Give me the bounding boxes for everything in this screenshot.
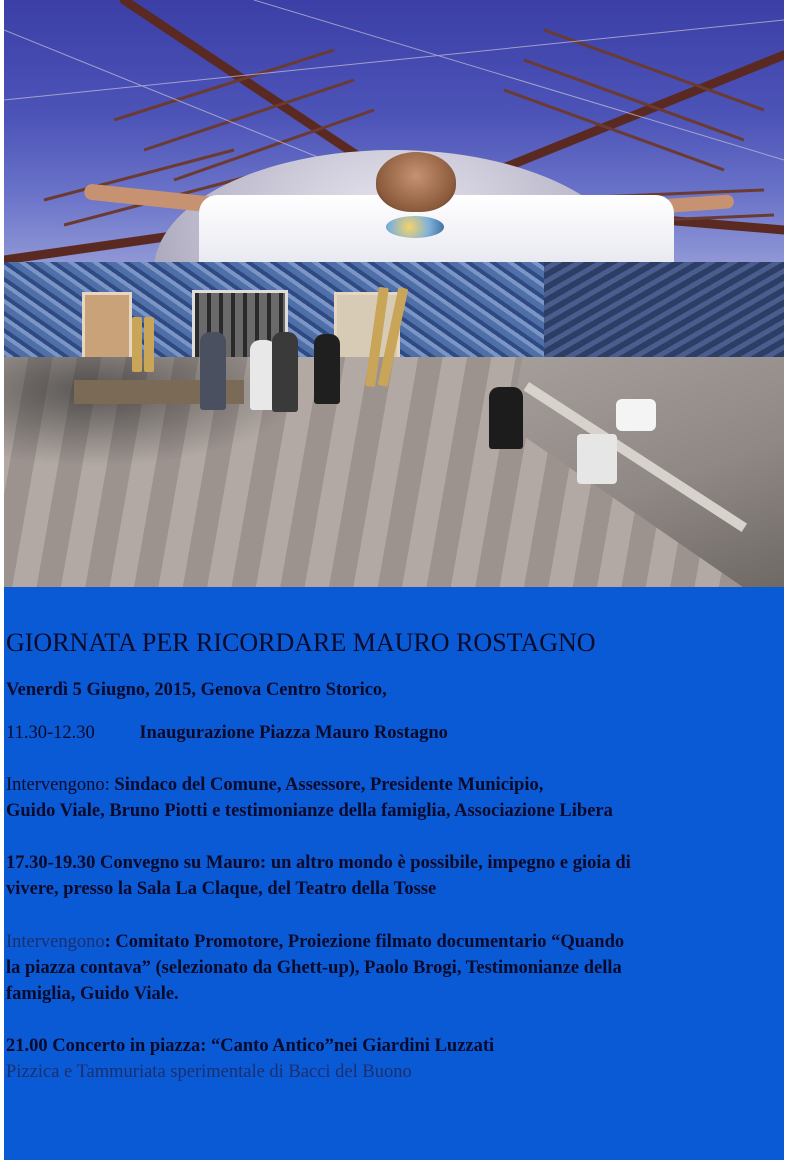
- event-title: GIORNATA PER RICORDARE MAURO ROSTAGNO: [6, 628, 596, 657]
- shirt-logo: [386, 216, 444, 238]
- session1-speakers-label: Intervengono:: [6, 775, 110, 795]
- mosaic-wall-dark: [544, 262, 784, 357]
- event-date-place: Venerdì 5 Giugno, 2015, Genova Centro Storico,: [6, 680, 387, 700]
- session2-speakers-label: Intervengono: [6, 932, 105, 952]
- session2-title-rest: , impegno e gioia di: [478, 853, 631, 873]
- session2-speakers-line1: [6, 932, 624, 953]
- session2-line2: vivere, presso la Sala La Claque, del Teatro della Tosse: [6, 879, 437, 899]
- session3-title: 21.00 Concerto in piazza: “Canto Antico”nei Giardini Luzzati: [6, 1036, 495, 1056]
- session1-speakers-line1: [6, 775, 543, 796]
- session1-speakers-line2: Guido Viale, Bruno Piotti e testimonianze della famiglia, Associazione Libera: [6, 801, 613, 821]
- plank: [144, 317, 154, 372]
- session1-time: 11.30-12.30: [6, 723, 95, 743]
- white-bucket: [616, 399, 656, 431]
- session2-speakers-line2: la piazza contava” (selezionato da Ghett-up), Paolo Brogi, Testimonianze della: [6, 958, 622, 978]
- worker-kneeling: [489, 387, 523, 449]
- square-photo: [4, 262, 784, 587]
- session1-name: Inaugurazione Piazza Mauro Rostagno: [139, 723, 448, 743]
- worker: [272, 332, 298, 412]
- session2-line1: [6, 853, 631, 874]
- session3-subtitle: Pizzica e Tammuriata sperimentale di Bacci del Buono: [6, 1062, 412, 1082]
- cement-bag: [577, 434, 617, 484]
- windmill-photo: [4, 0, 784, 262]
- session2-speakers-line3: famiglia, Guido Viale.: [6, 984, 179, 1004]
- session1-line: [6, 723, 448, 744]
- session2-speakers: : Comitato Promotore, Proiezione filmato documentario “Quando: [104, 932, 625, 952]
- plank: [132, 317, 142, 372]
- worker: [200, 332, 226, 410]
- session1-speakers: Sindaco del Comune, Assessore, Presidente Municipio,: [114, 775, 544, 795]
- door-left: [82, 292, 132, 366]
- man-head: [376, 152, 456, 212]
- session2-time-title: 17.30-19.30 Convegno su Mauro: un altro mondo è possibile: [6, 853, 479, 873]
- worker: [314, 334, 340, 404]
